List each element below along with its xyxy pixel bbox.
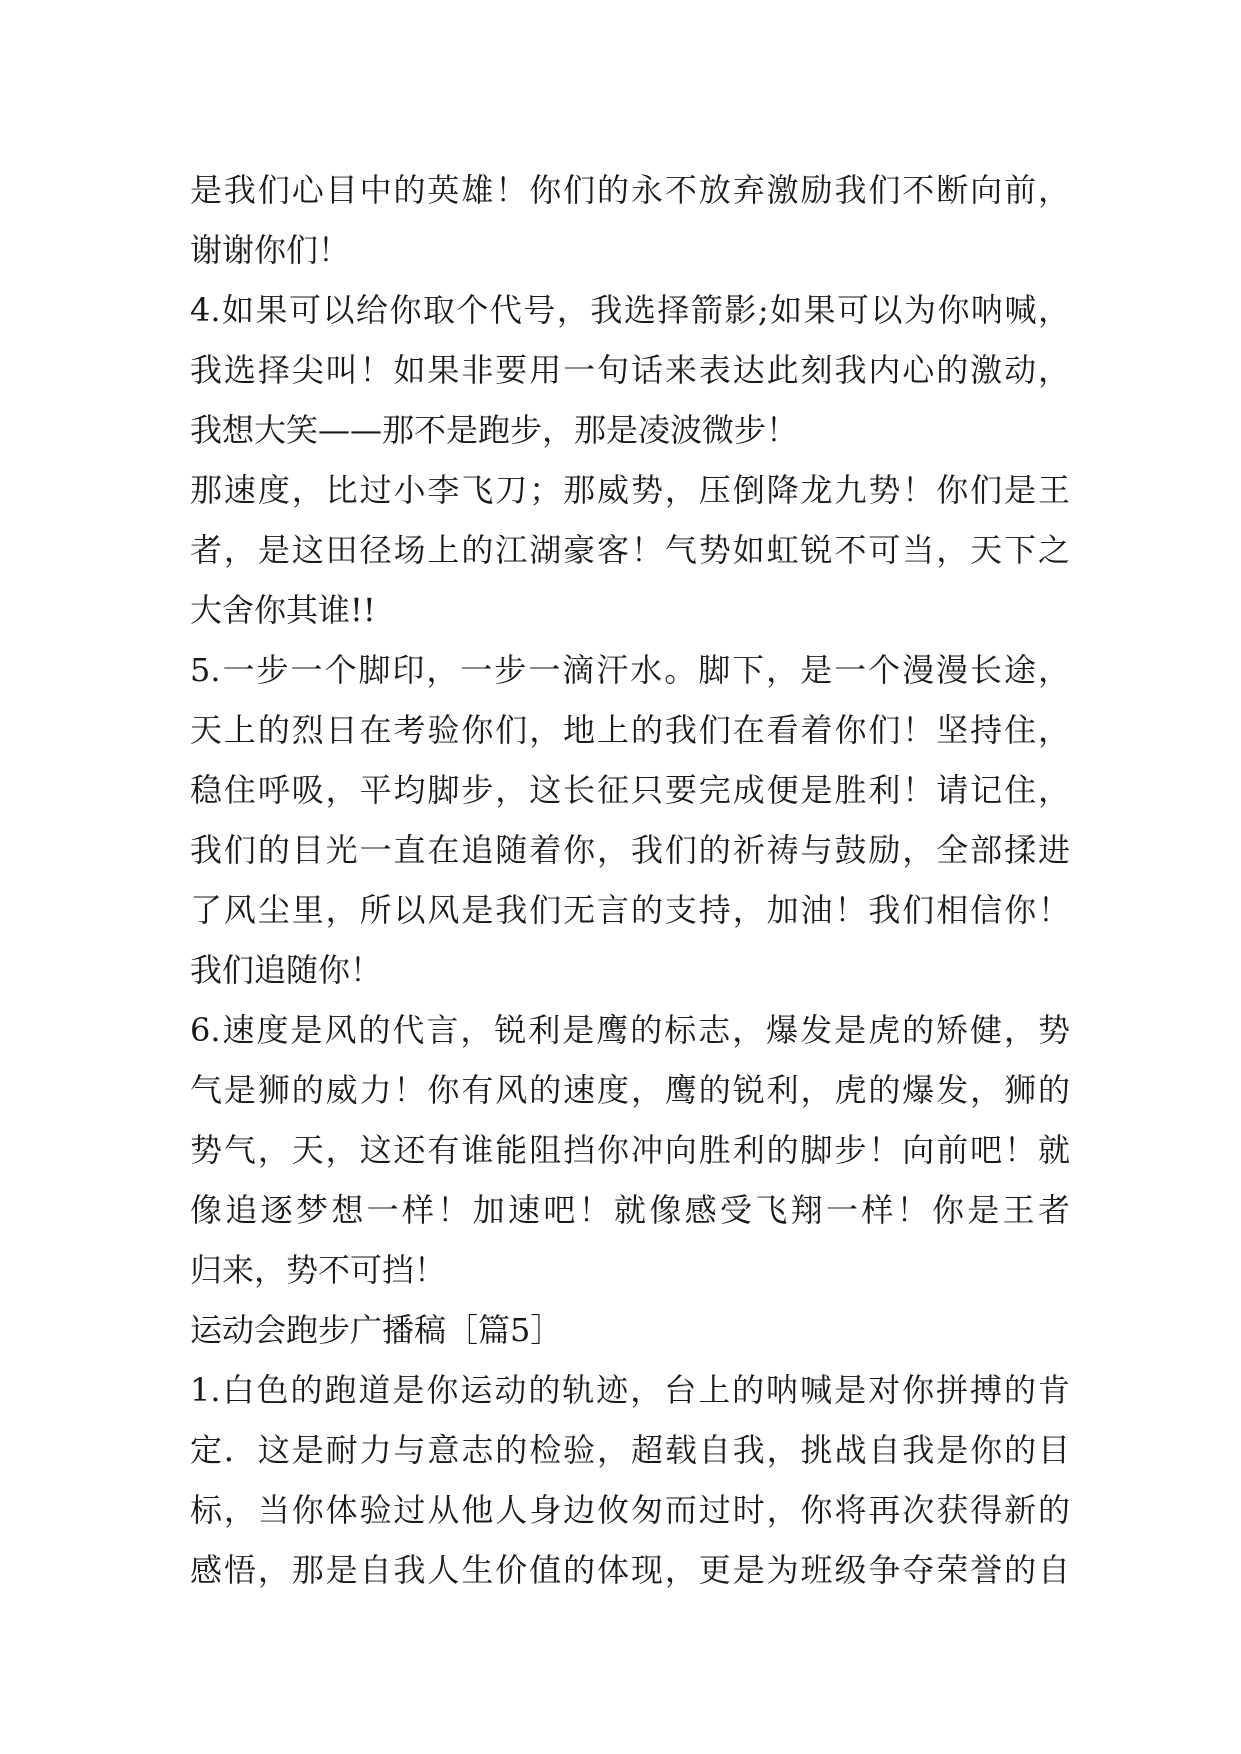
- text-line: 了风尘里，所以风是我们无言的支持，加油！我们相信你！: [190, 891, 1070, 929]
- text-line: 我选择尖叫！如果非要用一句话来表达此刻我内心的激动，: [190, 351, 1070, 389]
- text-line: 定．这是耐力与意志的检验，超载自我，挑战自我是你的目: [190, 1431, 1070, 1469]
- text-line: 谢谢你们！: [190, 231, 351, 269]
- text-line: 天上的烈日在考验你们，地上的我们在看着你们！坚持住，: [190, 711, 1070, 749]
- text-line: 气是狮的威力！你有风的速度，鹰的锐利，虎的爆发，狮的: [190, 1071, 1070, 1109]
- text-line: 势气，天，这还有谁能阻挡你冲向胜利的脚步！向前吧！就: [190, 1131, 1070, 1169]
- text-line: 标，当你体验过从他人身边攸匆而过时，你将再次获得新的: [190, 1491, 1070, 1529]
- text-line: 1.白色的跑道是你运动的轨迹，台上的呐喊是对你拼搏的肯: [190, 1371, 1070, 1409]
- text-line: 我想大笑——那不是跑步，那是凌波微步！: [190, 411, 799, 449]
- section-heading: 运动会跑步广播稿［篇5］: [190, 1311, 563, 1349]
- text-line: 归来，势不可挡！: [190, 1251, 447, 1289]
- text-line: 像追逐梦想一样！加速吧！就像感受飞翔一样！你是王者: [190, 1191, 1070, 1229]
- text-line: 6.速度是风的代言，锐利是鹰的标志，爆发是虎的矫健，势: [190, 1011, 1070, 1049]
- text-line: 大舍你其谁!!: [190, 591, 376, 629]
- text-line: 是我们心目中的英雄！你们的永不放弃激励我们不断向前，: [190, 171, 1070, 209]
- body-text: [190, 160, 1070, 1600]
- text-line: 5.一步一个脚印，一步一滴汗水。脚下，是一个漫漫长途，: [190, 651, 1070, 689]
- text-line: 我们追随你！: [190, 951, 383, 989]
- text-line: 者，是这田径场上的江湖豪客！气势如虹锐不可当，天下之: [190, 531, 1070, 569]
- text-line: 我们的目光一直在追随着你，我们的祈祷与鼓励，全部揉进: [190, 831, 1070, 869]
- text-line: 感悟，那是自我人生价值的体现，更是为班级争夺荣誉的自: [190, 1551, 1070, 1589]
- text-line: 那速度，比过小李飞刀；那威势，压倒降龙九势！你们是王: [190, 471, 1070, 509]
- text-line: 稳住呼吸，平均脚步，这长征只要完成便是胜利！请记住，: [190, 771, 1070, 809]
- text-line: 4.如果可以给你取个代号，我选择箭影;如果可以为你呐喊，: [190, 291, 1070, 329]
